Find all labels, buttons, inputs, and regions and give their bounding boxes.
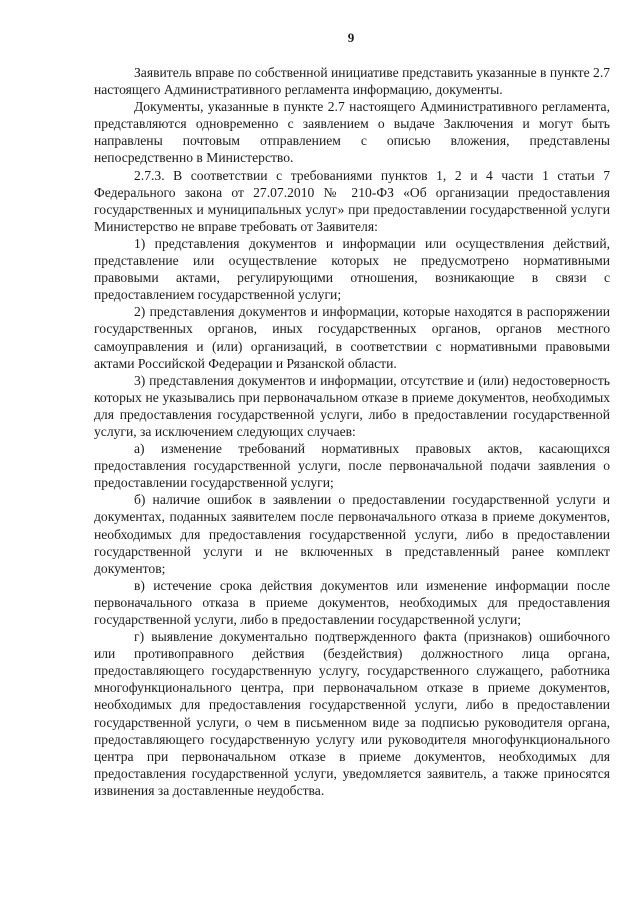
sub-item-a: а) изменение требований нормативных правовых актов, касающихся предоставления государственной услуги, после первоначальной подачи заявления о предоставлении государственной услуги; <box>94 441 610 491</box>
document-body <box>94 64 610 799</box>
list-item-3: 3) представления документов и информации, отсутствие и (или) недостоверность которых не указывались при первоначальном отказе в приеме документов, необходимых для предоставления государственной услуги, либо в предоставлении государственной услуги, за исключением следующих случаев: <box>94 372 610 439</box>
page-number: 9 <box>347 30 355 45</box>
paragraph-applicant-initiative: Заявитель вправе по собственной инициативе представить указанные в пункте 2.7 настоящего Административного регламента информацию, документы. <box>94 65 611 98</box>
paragraph-2-7-3: 2.7.3. В соответствии с требованиями пунктов 1, 2 и 4 части 1 статьи 7 Федерального закона от 27.07.2010 № 210-ФЗ «Об организации предоставления государственных и муниципальных услуг» при предоставлении государственной услуги Министерство не вправе требовать от Заявителя: <box>94 167 610 234</box>
list-item-1: 1) представления документов и информации или осуществления действий, представление или осуществление которых не предусмотрено нормативными правовыми актами, регулирующими отношения, возникающие в связи с предоставлением государственной услуги; <box>94 235 610 303</box>
paragraph-documents-submission: Документы, указанные в пункте 2.7 настоящего Административного регламента, представляются одновременно с заявлением о выдаче Заключения и могут быть направлены почтовым отправлением с описью вложения, представлены непосредственно в Министерство. <box>94 99 610 166</box>
sub-item-v: в) истечение срока действия документов или изменение информации после первоначального отказа в приеме документов, необходимых для предоставления государственной услуги, либо в предоставлении государственной услуги; <box>94 577 610 627</box>
sub-item-g: г) выявление документально подтвержденного факта (признаков) ошибочного или противоправного действия (бездействия) должностного лица органа, предоставляющего государственную услугу, государственного служащего, работника многофункционального центра, при первоначальном отказе в приеме документов, необходимых для предоставления государственной услуги, либо в предоставлении государственной услуги, о чем в письменном виде за подписью руководителя органа, предоставляющего государственную услугу или руководителя многофункционального центра при первоначальном отказе в приеме документов, необходимых для предоставления государственной услуги, уведомляется заявитель, а также приносятся извинения за доставленные неудобства. <box>94 629 610 798</box>
sub-item-b: б) наличие ошибок в заявлении о предоставлении государственной услуги и документах, поданных заявителем после первоначального отказа в приеме документов, необходимых для предоставления государственной услуги, либо в предоставлении государственной услуги и не включенных в представленный ранее комплект документов; <box>94 492 610 576</box>
list-item-2: 2) представления документов и информации, которые находятся в распоряжении государственных органов, иных государственных органов, органов местного самоуправления и (или) организаций, в соответствии с нормативными правовыми актами Российской Федерации и Рязанской области. <box>94 304 610 371</box>
